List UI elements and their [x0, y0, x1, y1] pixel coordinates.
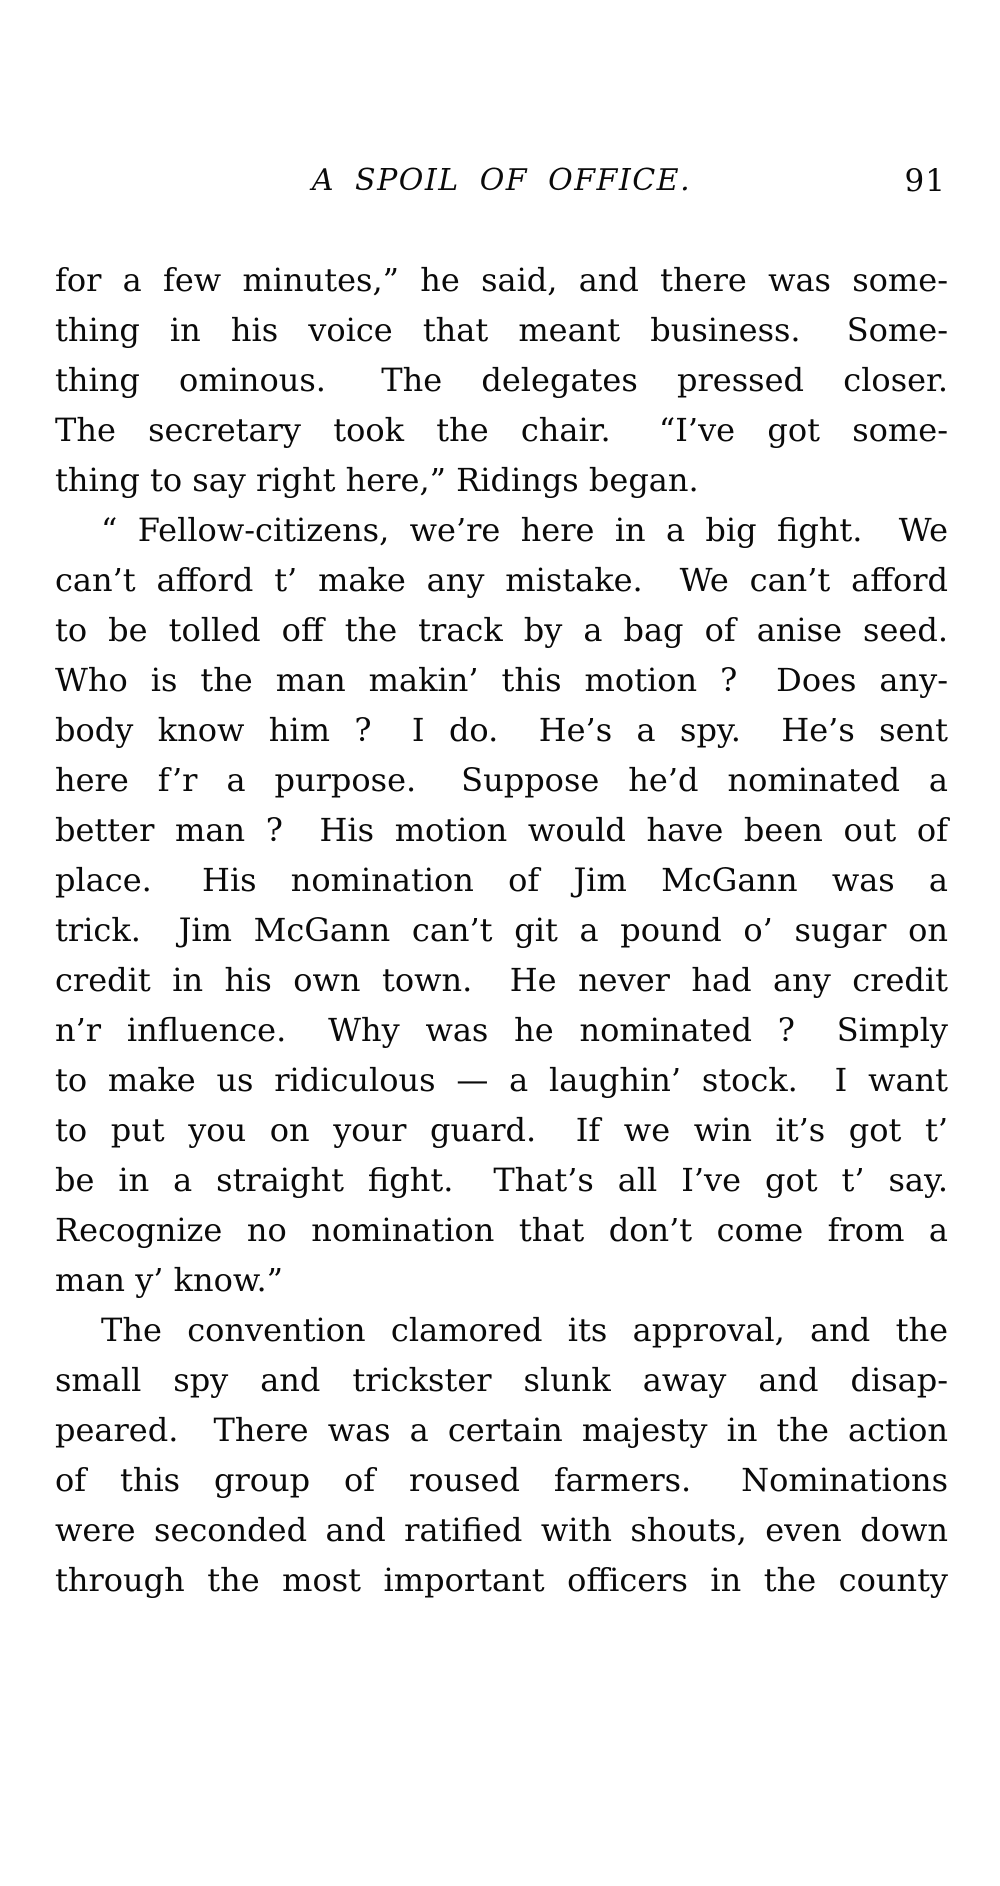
text-line: of this group of roused farmers. Nominations — [55, 1461, 948, 1499]
text-line: to make us ridiculous — a laughin’ stock. I want — [55, 1061, 948, 1099]
running-head-title: A SPOIL OF OFFICE. — [311, 163, 692, 198]
text-line: to be tolled off the track by a bag of anise seed. — [55, 611, 948, 649]
text-line: thing to say right here,” Ridings began. — [55, 461, 699, 499]
text-line: for a few minutes,” he said, and there was some- — [55, 261, 948, 299]
text-line: place. His nomination of Jim McGann was a — [55, 861, 948, 899]
paragraph — [55, 1305, 948, 1605]
text-line: peared. There was a certain majesty in the action — [55, 1411, 948, 1449]
text-line: small spy and trickster slunk away and disap- — [55, 1361, 948, 1399]
text-line: to put you on your guard. If we win it’s got t’ — [55, 1111, 948, 1149]
text-line: man y’ know.” — [55, 1261, 284, 1299]
page-number: 91 — [904, 163, 946, 199]
paragraph — [55, 255, 948, 505]
text-line: “ Fellow-citizens, we’re here in a big fight. We — [101, 511, 948, 549]
text-line: The convention clamored its approval, and the — [101, 1311, 948, 1349]
text-line: The secretary took the chair. “I’ve got some- — [55, 411, 948, 449]
text-line: through the most important officers in the county — [55, 1561, 948, 1599]
text-line: thing in his voice that meant business. Some- — [55, 311, 948, 349]
text-line: thing ominous. The delegates pressed closer. — [55, 361, 948, 399]
text-line: body know him ? I do. He’s a spy. He’s sent — [55, 711, 948, 749]
text-line: were seconded and ratified with shouts, even down — [55, 1511, 948, 1549]
paragraph — [55, 505, 948, 1305]
text-line: n’r influence. Why was he nominated ? Simply — [55, 1011, 948, 1049]
text-line: be in a straight fight. That’s all I’ve got t’ say. — [55, 1161, 948, 1199]
page-header — [55, 160, 948, 202]
text-line: here f’r a purpose. Suppose he’d nominated a — [55, 761, 948, 799]
body-text — [55, 255, 948, 1605]
text-line: can’t afford t’ make any mistake. We can’t afford — [55, 561, 948, 599]
text-line: Recognize no nomination that don’t come from a — [55, 1211, 948, 1249]
text-line: trick. Jim McGann can’t git a pound o’ sugar on — [55, 911, 948, 949]
text-line: better man ? His motion would have been out of — [55, 811, 948, 849]
text-line: credit in his own town. He never had any credit — [55, 961, 948, 999]
text-line: Who is the man makin’ this motion ? Does any- — [55, 661, 948, 699]
